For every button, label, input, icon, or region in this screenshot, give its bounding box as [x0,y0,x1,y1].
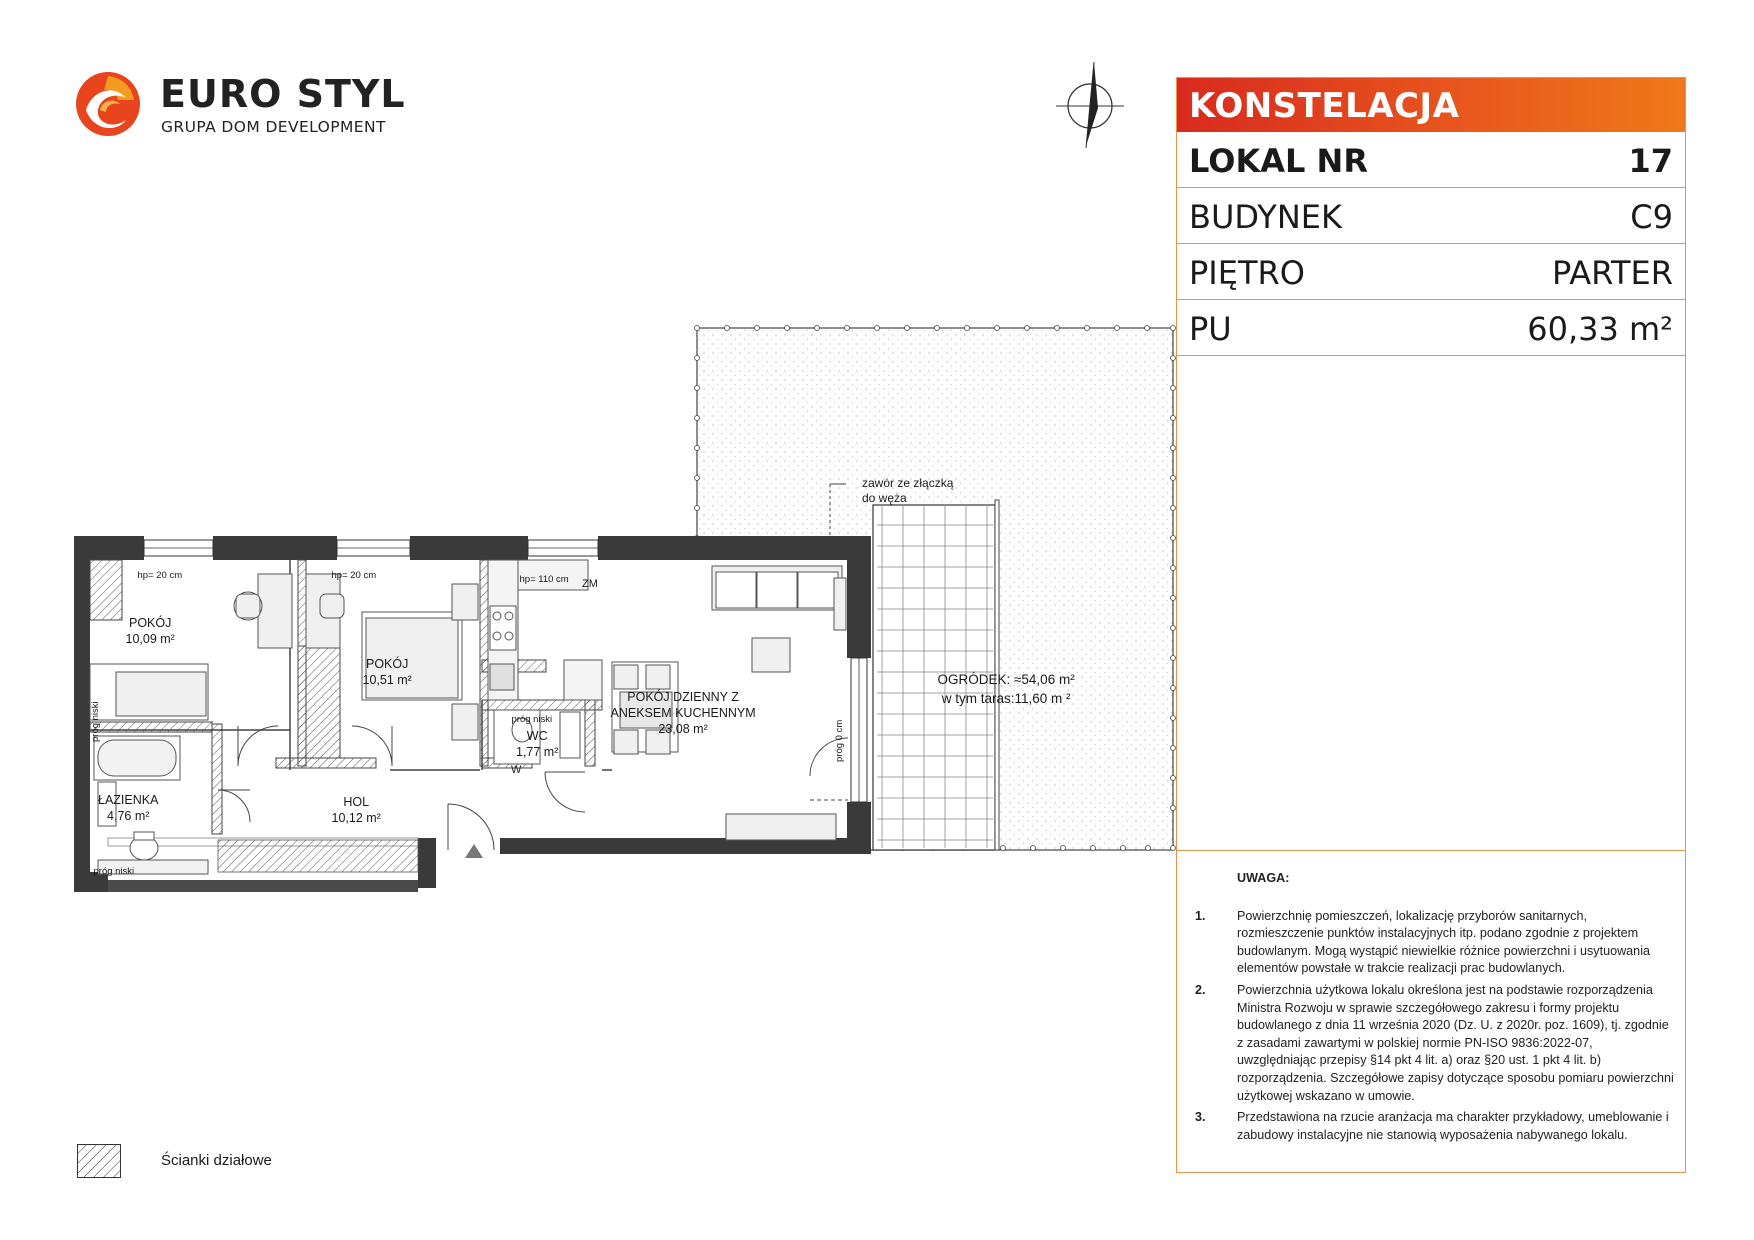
row-budynek-value: C9 [1630,198,1673,236]
note-item-3: 3. Przedstawiona na rzucie aranżacja ma charakter przykładowy, umeblowanie i zabudowy instalacyjne nie stanowią wyposażenia nabywanego lokalu. [1195,1110,1669,1142]
project-name: KONSTELACJA [1189,86,1460,126]
sill-height-label-1: hp= 20 cm [137,570,183,581]
garden-label: OGRÓDEK: ≈54,06 m² w tym taras:11,60 m ² [937,672,1075,706]
unit-info-panel [1176,77,1686,1173]
room-label-hol: HOL 10,12 m² [331,795,381,825]
row-pietro-key: PIĘTRO [1189,254,1305,292]
sill-height-label-2: hp= 20 cm [331,570,377,581]
hatch-swatch-icon [77,1144,121,1178]
ventilation-label: W [511,764,522,776]
notes-section [1195,870,1675,1148]
row-pu-key: PU [1189,310,1232,348]
panel-divider [1177,850,1685,851]
note-item-2: 2. Powierzchnia użytkowa lokalu określona jest na podstawie rozporządzenia Ministra Rozwoju w sprawie szczegółowego zakresu i formy projektu budowlanego z dnia 11 września 2020 (Dz. U. z 2020r. poz. 1609), tj. zgodnie z zasadami zawartymi w polskiej normie PN-ISO 9836:2022-07, uwzględniając przepisy §14 pkt 4 lit. a) oraz §20 ust. 1 pkt 4 lit. b) rozporządzenia. Szczegółowe zapisy dotyczące sposobu pomiaru powierzchni użytkowej wskazano w umowie. [1195,982,1674,1103]
room-label-lazienka: ŁAZIENKA 4,76 m² [98,793,159,823]
threshold-label-bath-vertical: próg niski [90,701,101,742]
project-header [1177,78,1685,132]
row-pietro-value: PARTER [1551,254,1673,292]
row-budynek [1177,188,1685,244]
row-budynek-key: BUDYNEK [1189,198,1342,236]
sill-height-label-3: hp= 110 cm [519,574,569,585]
row-lokal-value: 17 [1628,142,1673,180]
note-item-1: 1. Powierzchnię pomieszczeń, lokalizację przyborów sanitarnych, rozmieszczenie punktów instalacyjnych itp. podano zgodnie z projektem budowlanym. Mogą wystąpić niewielkie różnice powierzchni i usytuowania elementów powstałe w trakcie realizacji prac budowlanych. [1195,908,1650,976]
row-pu [1177,300,1685,356]
meter-label: ZM [582,578,598,590]
row-pu-value: 60,33 m² [1527,310,1673,348]
threshold-label-wc: próg niski [511,714,553,725]
room-label-pokoj-dzienny: POKÓJ DZIENNY Z ANEKSEM KUCHENNYM 23,08 m² [610,690,756,736]
room-label-pokoj-1: POKÓJ 10,09 m² [125,616,175,646]
logo-brand: EURO STYL [160,72,406,116]
row-lokal [1177,132,1685,188]
notes-title: UWAGA: [1237,871,1290,885]
threshold-label-terrace: próg 0 cm [834,719,845,762]
room-label-wc: WC 1,77 m² [516,729,559,759]
legend-label: Ścianki działowe [161,1152,272,1169]
row-lokal-key: LOKAL NR [1189,142,1368,180]
row-pietro [1177,244,1685,300]
logo-subtitle: GRUPA DOM DEVELOPMENT [161,118,386,136]
room-label-pokoj-2: POKÓJ 10,51 m² [362,657,412,687]
threshold-label-bath: próg niski [93,866,135,877]
valve-label: zawór ze złączką do węża [862,476,954,505]
